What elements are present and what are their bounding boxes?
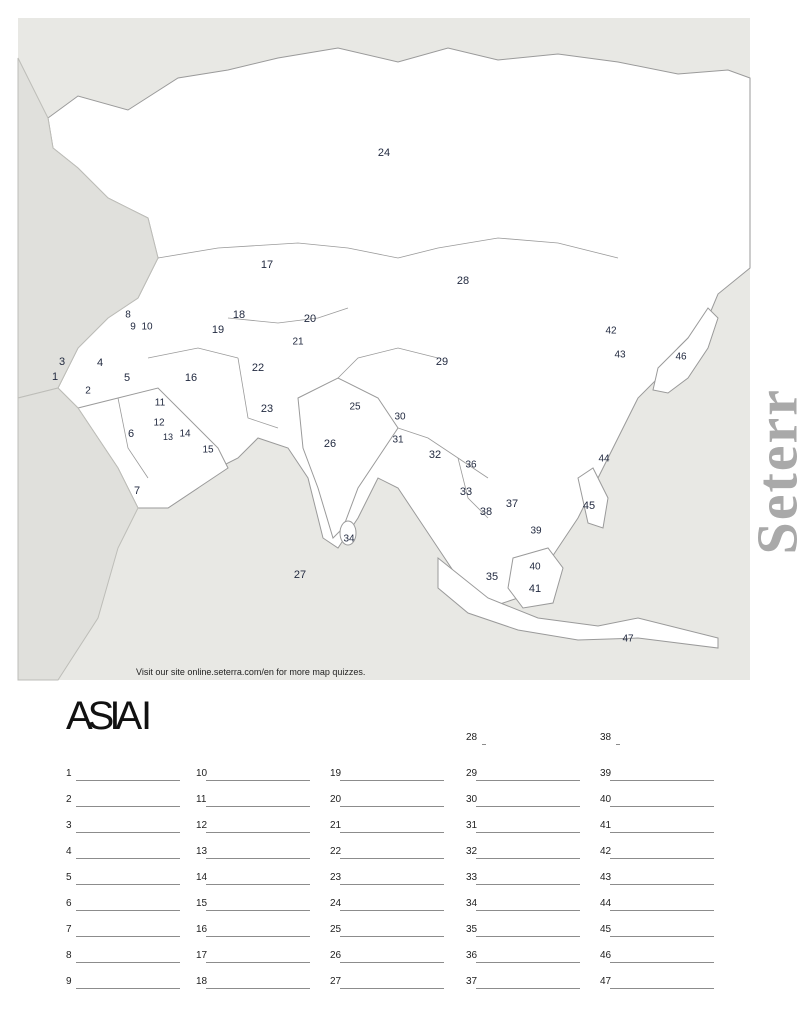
map-label-37: 37 [505,498,519,510]
answer-number: 30 [466,794,478,805]
answer-line[interactable] [206,780,310,781]
answer-row-4 [66,846,184,862]
answer-row-16 [196,924,314,940]
answer-number: 17 [196,950,208,961]
answer-number: 14 [196,872,208,883]
answer-number: 42 [600,846,612,857]
answer-number: 45 [600,924,612,935]
answer-number: 40 [600,794,612,805]
answer-number: 38 [600,732,612,743]
answer-row-39 [600,768,718,784]
map-label-8: 8 [125,309,131,321]
answer-number: 2 [66,794,72,805]
answer-row-19 [330,768,448,784]
map-label-1: 1 [51,371,59,383]
answer-row-22 [330,846,448,862]
map-label-33: 33 [459,486,473,498]
answer-row-5 [66,872,184,888]
answer-line[interactable] [610,988,714,989]
map-label-5: 5 [123,372,131,384]
answer-line[interactable] [610,962,714,963]
map-label-43: 43 [614,349,626,361]
answer-line[interactable] [340,806,444,807]
answer-row-10 [196,768,314,784]
answer-line[interactable] [616,744,620,745]
map-label-14: 14 [179,428,191,440]
answer-number: 31 [466,820,478,831]
answer-number: 28 [466,732,478,743]
map-label-32: 32 [428,449,442,461]
answer-number: 7 [66,924,72,935]
answer-row-20 [330,794,448,810]
map-label-2: 2 [85,385,91,397]
answer-line[interactable] [476,858,580,859]
map-label-28: 28 [456,275,470,287]
answer-number: 24 [330,898,342,909]
answer-line[interactable] [76,858,180,859]
answer-line[interactable] [476,936,580,937]
answer-number: 3 [66,820,72,831]
map-shapes [18,18,750,680]
map-label-18: 18 [232,309,246,321]
map-label-4: 4 [96,357,104,369]
answer-number: 15 [196,898,208,909]
answer-row-6 [66,898,184,914]
answer-row-34 [466,898,584,914]
map-label-25: 25 [349,401,361,413]
answer-number: 5 [66,872,72,883]
answer-line[interactable] [340,780,444,781]
map-label-19: 19 [211,324,225,336]
answer-row-17 [196,950,314,966]
answer-number: 43 [600,872,612,883]
answer-row-1 [66,768,184,784]
answer-line[interactable] [610,936,714,937]
map-label-12: 12 [153,417,165,429]
answer-row-29 [466,768,584,784]
answer-line[interactable] [610,910,714,911]
answer-number: 26 [330,950,342,961]
answer-row-44 [600,898,718,914]
answer-row-24 [330,898,448,914]
answer-row-45 [600,924,718,940]
map-label-9: 9 [130,321,136,333]
map-label-31: 31 [392,434,404,446]
map-label-41: 41 [528,583,542,595]
map-label-17: 17 [260,259,274,271]
answer-number: 13 [196,846,208,857]
answer-line[interactable] [340,910,444,911]
answer-line[interactable] [610,858,714,859]
answer-line[interactable] [76,988,180,989]
answer-line[interactable] [476,832,580,833]
answer-line[interactable] [340,884,444,885]
answer-number: 46 [600,950,612,961]
answer-number: 36 [466,950,478,961]
map-label-3: 3 [58,356,66,368]
map-label-11: 11 [154,397,166,409]
quiz-title: ASIA I [66,694,148,738]
answer-line[interactable] [482,744,486,745]
answer-line[interactable] [206,910,310,911]
map-label-29: 29 [435,356,449,368]
answer-number: 32 [466,846,478,857]
answer-line[interactable] [476,962,580,963]
answer-line[interactable] [610,806,714,807]
answer-row-8 [66,950,184,966]
answer-number: 8 [66,950,72,961]
map-label-35: 35 [485,571,499,583]
answer-row-38 [600,732,718,748]
map-label-42: 42 [605,325,617,337]
answer-number: 12 [196,820,208,831]
answer-line[interactable] [610,884,714,885]
answer-row-26 [330,950,448,966]
answer-row-13 [196,846,314,862]
map-label-6: 6 [127,428,135,440]
map-label-10: 10 [141,321,153,333]
answer-number: 20 [330,794,342,805]
map-label-34: 34 [343,533,355,545]
answer-number: 35 [466,924,478,935]
answer-row-18 [196,976,314,992]
answer-row-15 [196,898,314,914]
map-label-23: 23 [260,403,274,415]
map-label-24: 24 [377,147,391,159]
answer-number: 21 [330,820,342,831]
borneo [508,548,563,608]
map-label-30: 30 [394,411,406,423]
answer-line[interactable] [476,806,580,807]
answer-row-7 [66,924,184,940]
map-label-27: 27 [293,569,307,581]
answer-number: 1 [66,768,72,779]
answer-line[interactable] [76,910,180,911]
answer-row-40 [600,794,718,810]
map-label-38: 38 [479,506,493,518]
answer-line[interactable] [340,858,444,859]
answer-line[interactable] [476,884,580,885]
answer-row-2 [66,794,184,810]
answer-line[interactable] [206,884,310,885]
answer-line[interactable] [476,910,580,911]
answer-row-21 [330,820,448,836]
map-label-7: 7 [133,485,141,497]
answer-number: 16 [196,924,208,935]
map-label-26: 26 [323,438,337,450]
answer-number: 22 [330,846,342,857]
answer-line[interactable] [76,884,180,885]
answer-row-28 [466,732,584,748]
answer-row-25 [330,924,448,940]
answer-number: 39 [600,768,612,779]
answer-line[interactable] [340,962,444,963]
map-label-36: 36 [465,459,477,471]
answer-number: 25 [330,924,342,935]
answer-line[interactable] [76,962,180,963]
answer-line[interactable] [206,936,310,937]
answer-line[interactable] [76,780,180,781]
map-label-20: 20 [303,313,317,325]
map-label-21: 21 [292,336,304,348]
answer-line[interactable] [206,806,310,807]
answer-line[interactable] [76,832,180,833]
answer-row-46 [600,950,718,966]
answer-line[interactable] [340,988,444,989]
map-label-45: 45 [582,500,596,512]
answer-line[interactable] [206,832,310,833]
answer-row-9 [66,976,184,992]
answer-row-47 [600,976,718,992]
answer-line[interactable] [206,858,310,859]
answer-number: 18 [196,976,208,987]
map-label-13: 13 [162,432,174,442]
answer-line[interactable] [206,988,310,989]
answer-row-33 [466,872,584,888]
answer-line[interactable] [76,936,180,937]
answer-number: 34 [466,898,478,909]
answer-number: 44 [600,898,612,909]
map-label-47: 47 [622,633,634,645]
answer-number: 27 [330,976,342,987]
answer-line[interactable] [76,806,180,807]
asia-landmass [48,48,750,608]
answer-number: 23 [330,872,342,883]
answer-row-31 [466,820,584,836]
answer-row-27 [330,976,448,992]
answer-number: 10 [196,768,208,779]
answer-number: 41 [600,820,612,831]
answer-number: 19 [330,768,342,779]
answer-number: 11 [196,794,207,805]
answer-number: 47 [600,976,612,987]
answer-row-30 [466,794,584,810]
seterra-watermark: Seterr [745,388,810,555]
map-label-39: 39 [530,525,542,537]
answer-line[interactable] [206,962,310,963]
answer-row-41 [600,820,718,836]
map-label-22: 22 [251,362,265,374]
asia-map [18,18,810,680]
answer-number: 6 [66,898,72,909]
answer-row-36 [466,950,584,966]
answer-row-43 [600,872,718,888]
answer-line[interactable] [476,780,580,781]
answer-line[interactable] [610,832,714,833]
answer-row-3 [66,820,184,836]
map-footer-text: Visit our site online.seterra.com/en for more map quizzes. [136,667,366,677]
answer-number: 29 [466,768,478,779]
philippines [578,468,608,528]
answer-row-32 [466,846,584,862]
answer-row-42 [600,846,718,862]
answer-line[interactable] [340,832,444,833]
answer-row-37 [466,976,584,992]
answer-number: 9 [66,976,72,987]
answer-number: 33 [466,872,478,883]
answer-number: 4 [66,846,72,857]
answer-line[interactable] [476,988,580,989]
map-label-44: 44 [598,453,610,465]
answer-row-35 [466,924,584,940]
answer-line[interactable] [340,936,444,937]
answer-row-11 [196,794,314,810]
map-label-15: 15 [202,444,214,456]
map-label-46: 46 [675,351,687,363]
answer-row-14 [196,872,314,888]
answer-row-12 [196,820,314,836]
map-label-40: 40 [529,561,541,573]
map-label-16: 16 [184,372,198,384]
answer-line[interactable] [610,780,714,781]
answer-number: 37 [466,976,478,987]
answer-row-23 [330,872,448,888]
